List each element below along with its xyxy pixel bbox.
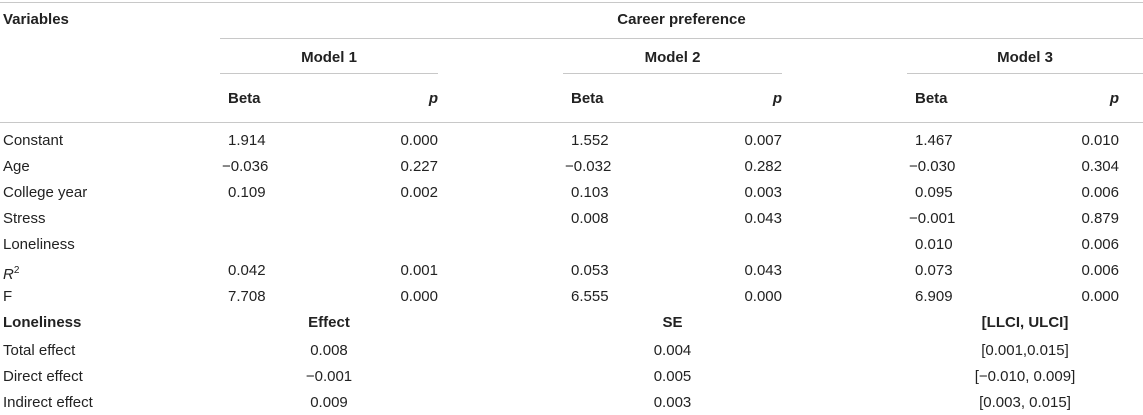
cell-beta-model-3: 0.073	[915, 262, 953, 279]
effects-label-header: Loneliness	[3, 314, 82, 331]
p-header-model-3: p	[1109, 90, 1119, 107]
cell-p-model-2: 0.043	[744, 210, 782, 227]
cell-beta-model-1: 1.914	[228, 132, 266, 149]
effect-header: Effect	[308, 314, 350, 331]
cell-beta-model-3: 6.909	[915, 288, 953, 305]
cell-beta-model-2: 0.103	[571, 184, 609, 201]
row-label: Constant	[3, 132, 64, 149]
se-value: 0.003	[653, 394, 692, 411]
cell-beta-model-2: 0.053	[571, 262, 609, 279]
row-label: Stress	[3, 210, 46, 227]
cell-p-model-1: 0.000	[400, 288, 438, 305]
beta-header-model-1: Beta	[228, 90, 261, 107]
cell-beta-model-2: 1.552	[571, 132, 609, 149]
model-2-header: Model 2	[644, 49, 701, 66]
row-label-r-squared	[3, 261, 19, 285]
p-header-model-2: p	[772, 90, 782, 107]
cell-p-model-2: 0.007	[744, 132, 782, 149]
cell-beta-model-1: 7.708	[228, 288, 266, 305]
cell-beta-model-3: 0.095	[915, 184, 953, 201]
r-squared-exponent: 2	[13, 265, 20, 276]
model-3-header: Model 3	[997, 49, 1053, 66]
se-value: 0.004	[653, 342, 692, 359]
cell-beta-model-1: −0.036	[222, 158, 269, 175]
row-label: Age	[3, 158, 30, 175]
cell-p-model-1: 0.227	[400, 158, 438, 175]
cell-p-model-2: 0.000	[744, 288, 782, 305]
cell-beta-model-2: 0.008	[571, 210, 609, 227]
model-2-rule	[563, 73, 782, 74]
cell-p-model-1: 0.001	[400, 262, 438, 279]
r-squared-symbol: R	[3, 266, 14, 283]
cell-p-model-3: 0.006	[1081, 262, 1119, 279]
model-1-header: Model 1	[301, 49, 357, 66]
ci-header: [LLCI, ULCI]	[981, 314, 1069, 331]
cell-p-model-3: 0.304	[1081, 158, 1119, 175]
effect-row-label: Total effect	[3, 342, 76, 359]
cell-beta-model-1: 0.042	[228, 262, 266, 279]
row-label: F	[3, 288, 13, 305]
effect-value: 0.009	[310, 394, 348, 411]
cell-beta-model-1: 0.109	[228, 184, 266, 201]
cell-p-model-2: 0.043	[744, 262, 782, 279]
row-label: College year	[3, 184, 88, 201]
se-value: 0.005	[653, 368, 692, 385]
beta-header-model-3: Beta	[915, 90, 948, 107]
cell-p-model-3: 0.879	[1081, 210, 1119, 227]
career-preference-rule	[220, 38, 1143, 39]
cell-beta-model-3: −0.030	[909, 158, 956, 175]
row-label: Loneliness	[3, 236, 75, 253]
effect-value: 0.008	[310, 342, 348, 359]
cell-beta-model-3: 0.010	[915, 236, 953, 253]
cell-p-model-1: 0.000	[400, 132, 438, 149]
effect-row-label: Direct effect	[3, 368, 83, 385]
cell-beta-model-3: −0.001	[909, 210, 956, 227]
cell-p-model-3: 0.006	[1081, 184, 1119, 201]
beta-header-model-2: Beta	[571, 90, 604, 107]
p-header-model-1: p	[428, 90, 438, 107]
model-3-rule	[907, 73, 1143, 74]
ci-value: [0.001,0.015]	[981, 342, 1069, 359]
cell-beta-model-2: −0.032	[565, 158, 612, 175]
effect-row-label: Indirect effect	[3, 394, 93, 411]
effect-value: −0.001	[305, 368, 353, 385]
model-1-rule	[220, 73, 438, 74]
career-preference-header: Career preference	[617, 11, 746, 28]
cell-beta-model-3: 1.467	[915, 132, 953, 149]
cell-beta-model-2: 6.555	[571, 288, 609, 305]
cell-p-model-2: 0.003	[744, 184, 782, 201]
cell-p-model-3: 0.000	[1081, 288, 1119, 305]
cell-p-model-1: 0.002	[400, 184, 438, 201]
cell-p-model-3: 0.010	[1081, 132, 1119, 149]
header-bottom-rule	[0, 122, 1143, 123]
ci-value: [0.003, 0.015]	[979, 394, 1071, 411]
ci-value: [−0.010, 0.009]	[974, 368, 1076, 385]
top-rule	[0, 2, 1143, 3]
se-header: SE	[662, 314, 683, 331]
cell-p-model-2: 0.282	[744, 158, 782, 175]
cell-p-model-3: 0.006	[1081, 236, 1119, 253]
variables-header: Variables	[3, 11, 69, 28]
